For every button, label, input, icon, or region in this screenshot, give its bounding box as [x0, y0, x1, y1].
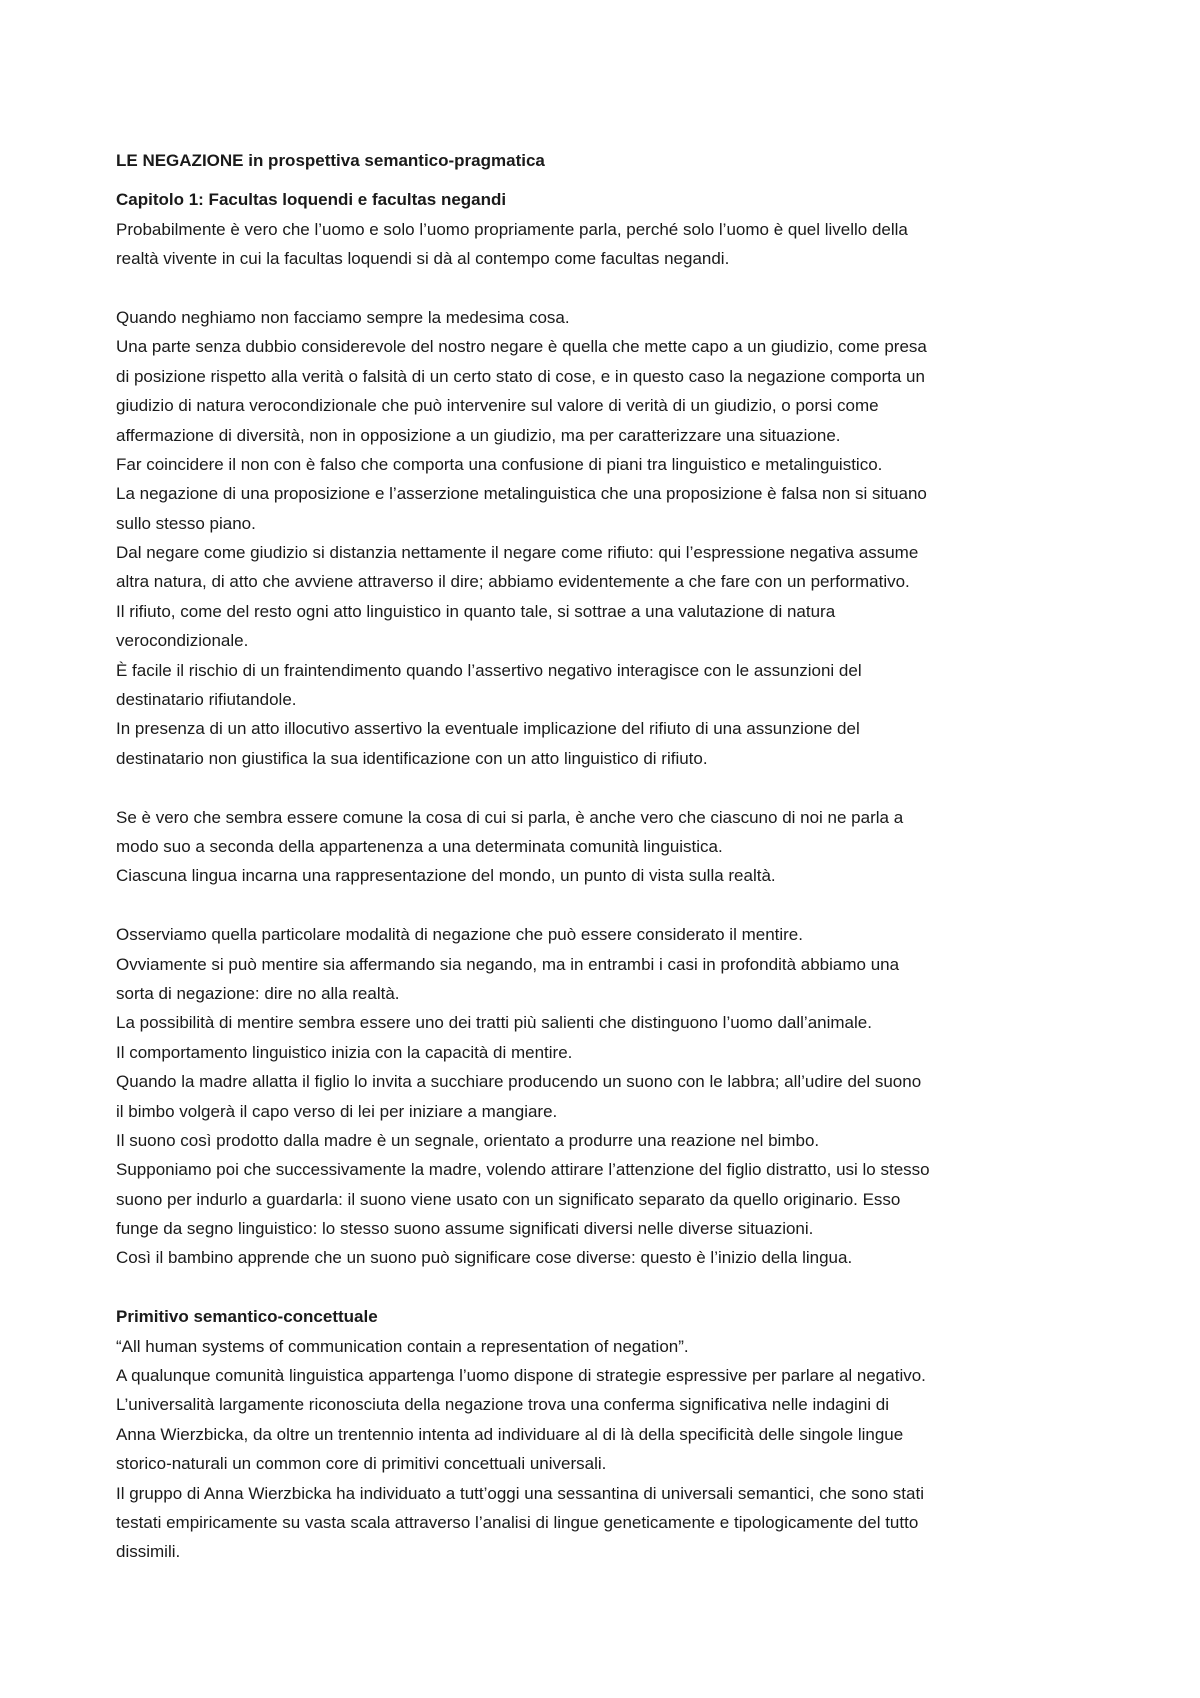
paragraph-language-community — [116, 803, 1096, 891]
paragraph-semantic-primitive — [116, 1332, 1096, 1567]
text-line: Una parte senza dubbio considerevole del nostro negare è quella che mette capo a un giudizio, come presa — [116, 337, 927, 357]
text-line: Così il bambino apprende che un suono può significare cose diverse: questo è l’inizio della lingua. — [116, 1248, 853, 1268]
text-line: L’universalità largamente riconosciuta della negazione trova una conferma significativa nelle indagini di — [116, 1395, 890, 1415]
chapter-heading: Capitolo 1: Facultas loquendi e facultas negandi — [116, 190, 507, 210]
text-line: Il gruppo di Anna Wierzbicka ha individuato a tutt’oggi una sessantina di universali semantici, che sono stati — [116, 1483, 924, 1503]
text-line: verocondizionale. — [116, 631, 249, 651]
text-line: giudizio di natura verocondizionale che può intervenire sul valore di verità di un giudizio, o porsi come — [116, 396, 879, 416]
text-line: Supponiamo poi che successivamente la madre, volendo attirare l’attenzione del figlio distratto, usi lo stesso — [116, 1160, 930, 1180]
paragraph-gap — [116, 1273, 1096, 1302]
text-line: Probabilmente è vero che l’uomo e solo l’uomo propriamente parla, perché solo l’uomo è quel livello della — [116, 219, 908, 239]
text-line: La negazione di una proposizione e l’asserzione metalinguistica che una proposizione è falsa non si situano — [116, 484, 927, 504]
text-line: destinatario non giustifica la sua identificazione con un atto linguistico di rifiuto. — [116, 748, 708, 768]
text-line: È facile il rischio di un fraintendimento quando l’assertivo negativo interagisce con le assunzioni del — [116, 660, 862, 680]
text-line: il bimbo volgerà il capo verso di lei per iniziare a mangiare. — [116, 1101, 558, 1121]
text-line: Se è vero che sembra essere comune la cosa di cui si parla, è anche vero che ciascuno di noi ne parla a — [116, 807, 904, 827]
paragraph-gap — [116, 773, 1096, 802]
text-line: realtà vivente in cui la facultas loquendi si dà al contempo come facultas negandi. — [116, 249, 730, 269]
paragraph-gap — [116, 891, 1096, 920]
text-line: Ovviamente si può mentire sia affermando sia negando, ma in entrambi i casi in profondità abbiamo una — [116, 954, 900, 974]
text-line: di posizione rispetto alla verità o falsità di un certo stato di cose, e in questo caso la negazione comporta un — [116, 366, 925, 386]
text-line: dissimili. — [116, 1542, 181, 1562]
document-page — [116, 146, 1096, 1567]
text-line: Quando la madre allatta il figlio lo invita a succhiare producendo un suono con le labbra; all’udire del suono — [116, 1072, 922, 1092]
text-line: A qualunque comunità linguistica appartenga l’uomo dispone di strategie espressive per parlare al negativo. — [116, 1366, 926, 1386]
text-line: suono per indurlo a guardarla: il suono viene usato con un significato separato da quello originario. Esso — [116, 1189, 901, 1209]
text-line: altra natura, di atto che avviene attraverso il dire; abbiamo evidentemente a che fare con un performativo. — [116, 572, 910, 592]
paragraph-negation-types — [116, 303, 1096, 773]
text-line: sullo stesso piano. — [116, 513, 256, 533]
text-line: destinatario rifiutandole. — [116, 690, 297, 710]
paragraph-lying — [116, 920, 1096, 1273]
document-title: LE NEGAZIONE in prospettiva semantico-pragmatica — [116, 151, 545, 170]
text-line: funge da segno linguistico: lo stesso suono assume significati diversi nelle diverse situazioni. — [116, 1219, 814, 1239]
text-line: affermazione di diversità, non in opposizione a un giudizio, ma per caratterizzare una situazione. — [116, 425, 841, 445]
text-line: “All human systems of communication contain a representation of negation”. — [116, 1336, 689, 1356]
text-line: Far coincidere il non con è falso che comporta una confusione di piani tra linguistico e metalinguistico. — [116, 454, 883, 474]
text-line: Il comportamento linguistico inizia con la capacità di mentire. — [116, 1042, 573, 1062]
text-line: Quando neghiamo non facciamo sempre la medesima cosa. — [116, 307, 570, 327]
text-line: Ciascuna lingua incarna una rappresentazione del mondo, un punto di vista sulla realtà. — [116, 866, 776, 886]
text-line: sorta di negazione: dire no alla realtà. — [116, 983, 400, 1003]
text-line: Osserviamo quella particolare modalità di negazione che può essere considerato il mentire. — [116, 925, 803, 945]
text-line: Dal negare come giudizio si distanzia nettamente il negare come rifiuto: qui l’espressione negativa assume — [116, 543, 919, 563]
text-line: Il rifiuto, come del resto ogni atto linguistico in quanto tale, si sottrae a una valutazione di natura — [116, 601, 836, 621]
text-line: La possibilità di mentire sembra essere uno dei tratti più salienti che distinguono l’uomo dall’animale. — [116, 1013, 872, 1033]
text-line: Il suono così prodotto dalla madre è un segnale, orientato a produrre una reazione nel bimbo. — [116, 1130, 820, 1150]
text-line: In presenza di un atto illocutivo assertivo la eventuale implicazione del rifiuto di una assunzione del — [116, 719, 860, 739]
text-line: storico-naturali un common core di primitivi concettuali universali. — [116, 1454, 607, 1474]
text-line: modo suo a seconda della appartenenza a una determinata comunità linguistica. — [116, 836, 723, 856]
text-line: Anna Wierzbicka, da oltre un trentennio intenta ad individuare al di là della specificità delle singole lingue — [116, 1424, 904, 1444]
text-line: testati empiricamente su vasta scala attraverso l’analisi di lingue geneticamente e tipologicamente del tutto — [116, 1512, 919, 1532]
paragraph-intro — [116, 215, 1096, 274]
paragraph-gap — [116, 274, 1096, 303]
section-heading: Primitivo semantico-concettuale — [116, 1307, 378, 1327]
